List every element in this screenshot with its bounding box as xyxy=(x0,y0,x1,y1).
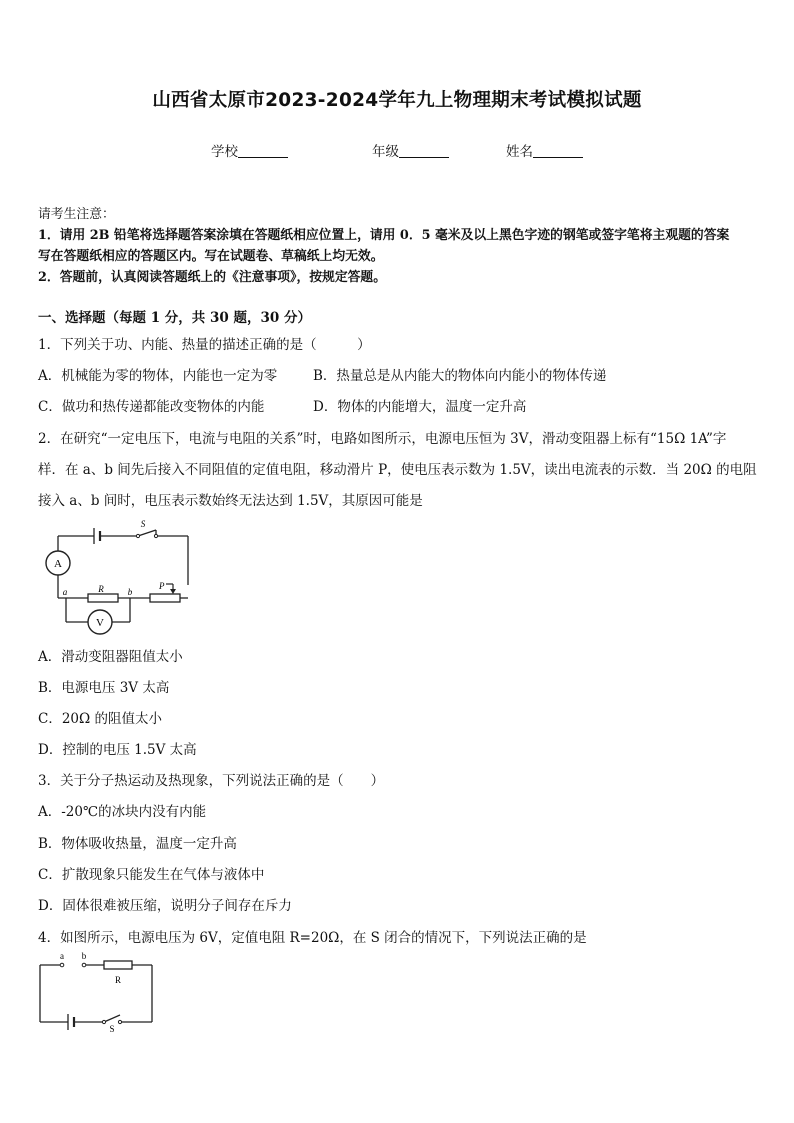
q2-option-b: B．电源电压 3V 太高 xyxy=(38,680,170,696)
q2-stem-line-2: 样．在 a、b 间先后接入不同阻值的定值电阻，移动滑片 P，使电压表示数为 1.5V，读出电流表的示数．当 20Ω 的电阻 xyxy=(38,462,757,478)
q3-stem: 3．关于分子热运动及热现象，下列说法正确的是（ ） xyxy=(38,773,385,789)
q1-option-d: D．物体的内能增大，温度一定升高 xyxy=(313,399,527,415)
q2-switch xyxy=(136,530,157,538)
grade-label: 年级 xyxy=(372,144,399,160)
name-blank[interactable] xyxy=(533,143,583,158)
q4-circuit-diagram xyxy=(38,952,158,1032)
q3-option-c: C．扩散现象只能发生在气体与液体中 xyxy=(38,867,265,883)
q2-switch-label: S xyxy=(140,519,146,529)
q2-circuit-diagram xyxy=(38,518,198,638)
q4-terminal-b xyxy=(82,963,86,967)
q4-resistor xyxy=(104,961,132,969)
q1-option-b: B．热量总是从内能大的物体向内能小的物体传递 xyxy=(313,368,607,384)
school-field xyxy=(211,140,288,160)
grade-field xyxy=(372,140,449,160)
notice-item-1b: 写在答题纸相应的答题区内。写在试题卷、草稿纸上均无效。 xyxy=(38,249,384,264)
rheostat xyxy=(150,594,180,602)
q4-point-a-label: a xyxy=(60,951,64,961)
school-blank[interactable] xyxy=(238,143,288,158)
section-heading: 一、选择题（每题 1 分，共 30 题，30 分） xyxy=(38,310,311,326)
voltmeter-label: V xyxy=(96,617,104,629)
student-info-row xyxy=(0,140,794,162)
name-field xyxy=(506,140,583,160)
q4-switch-label: S xyxy=(109,1024,115,1034)
q2-point-a-label: a xyxy=(62,587,68,597)
q4-terminal-a xyxy=(60,963,64,967)
page-title: 山西省太原市2023-2024学年九上物理期末考试模拟试题 xyxy=(152,90,642,111)
notice-item-1a: 1．请用 2B 铅笔将选择题答案涂填在答题纸相应位置上，请用 0．5 毫米及以上黑色字迹的钢笔或签字笔将主观题的答案 xyxy=(38,228,730,243)
q1-option-a: A．机械能为零的物体，内能也一定为零 xyxy=(38,368,278,384)
q3-option-b: B．物体吸收热量，温度一定升高 xyxy=(38,836,237,852)
q2-option-d: D．控制的电压 1.5V 太高 xyxy=(38,742,197,758)
grade-blank[interactable] xyxy=(399,143,449,158)
q2-option-a: A．滑动变阻器阻值太小 xyxy=(38,649,183,665)
name-label: 姓名 xyxy=(506,144,533,160)
q4-point-b-label: b xyxy=(81,951,87,961)
q2-resistor-label: R xyxy=(98,584,104,594)
q2-stem-line-1: 2．在研究“一定电压下，电流与电阻的关系”时，电路如图所示，电源电压恒为 3V，滑动变阻器上标有“15Ω 1A”字 xyxy=(38,431,727,447)
ammeter-label: A xyxy=(54,558,62,570)
school-label: 学校 xyxy=(211,144,238,160)
q1-option-c: C．做功和热传递都能改变物体的内能 xyxy=(38,399,265,415)
q2-option-c: C．20Ω 的阻值太小 xyxy=(38,711,162,727)
notice-heading: 请考生注意： xyxy=(38,207,115,222)
q2-resistor xyxy=(88,594,118,602)
notice-item-2: 2．答题前，认真阅读答题纸上的《注意事项》，按规定答题。 xyxy=(38,270,387,285)
q4-stem: 4．如图所示，电源电压为 6V，定值电阻 R=20Ω，在 S 闭合的情况下，下列说法正确的是 xyxy=(38,930,587,946)
q2-point-b-label: b xyxy=(127,587,133,597)
q3-option-a: A．-20℃的冰块内没有内能 xyxy=(38,804,207,820)
slider-arrow xyxy=(166,584,176,594)
q3-option-d: D．固体很难被压缩，说明分子间存在斥力 xyxy=(38,898,292,914)
q1-stem: 1．下列关于功、内能、热量的描述正确的是（ ） xyxy=(38,337,371,353)
q4-switch xyxy=(102,1015,121,1024)
slider-label: P xyxy=(159,581,165,591)
q2-stem-line-3: 接入 a、b 间时，电压表示数始终无法达到 1.5V，其原因可能是 xyxy=(38,493,423,509)
q4-resistor-label: R xyxy=(114,975,122,985)
